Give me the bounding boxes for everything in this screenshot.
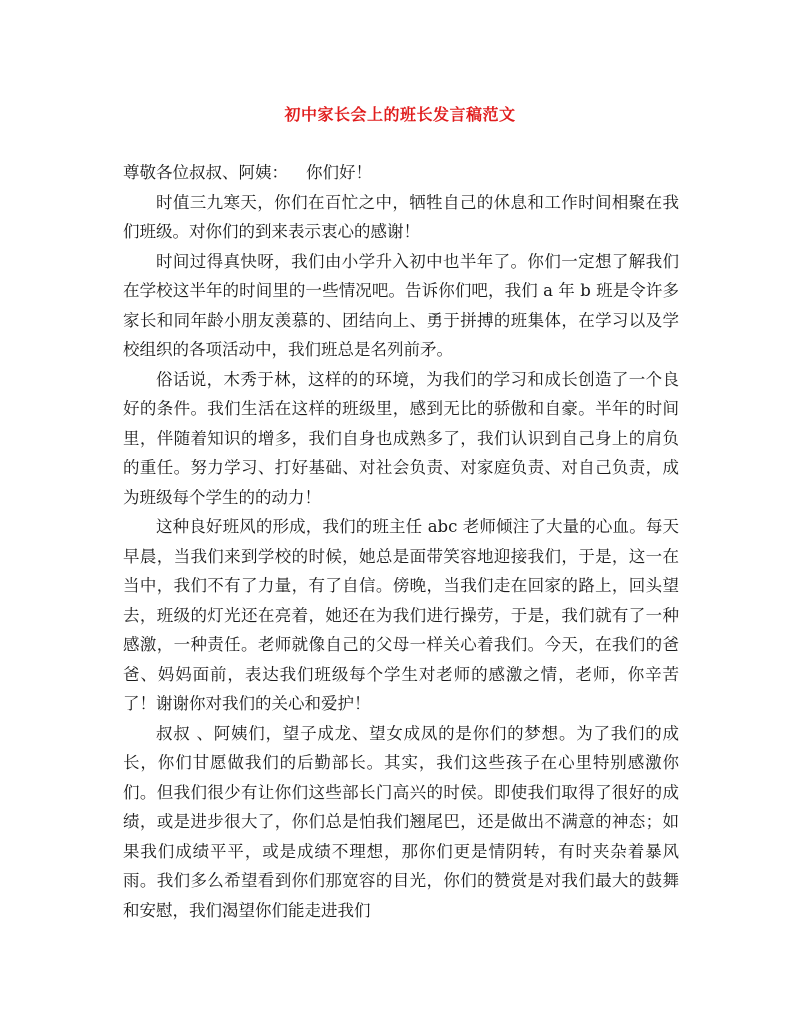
greeting-line bbox=[123, 158, 679, 188]
paragraph-3: 俗话说，木秀于林，这样的的环境，为我们的学习和成长创造了一个良好的条件。我们生活在这样的班级里，感到无比的骄傲和自豪。半年的时间里，伴随着知识的增多，我们自身也成熟多了，我们认识到自己身上的肩负的重任。努力学习、打好基础、对社会负责、对家庭负责、对自己负责，成为班级每个学生的的动力！ bbox=[123, 369, 679, 507]
paragraph-4: 这种良好班风的形成，我们的班主任 abc 老师倾注了大量的心血。每天早晨，当我们来到学校的时候，她总是面带笑容地迎接我们，于是，这一在当中，我们不有了力量，有了自信。傍晚，当我们走在回家的路上，回头望去，班级的灯光还在亮着，她还在为我们进行操劳，于是，我们就有了一种感激，一种责任。老师就像自己的父母一样关心着我们。今天，在我们的爸爸、妈妈面前，表达我们班级每个学生对老师的感激之情，老师，你辛苦了！谢谢你对我们的关心和爱护！ bbox=[123, 517, 679, 713]
document-body bbox=[123, 158, 679, 925]
paragraph-2: 时间过得真快呀，我们由小学升入初中也半年了。你们一定想了解我们在学校这半年的时间里的一些情况吧。告诉你们吧，我们 a 年 b 班是令许多家长和同年龄小朋友羡慕的、团结向上、勇于拼搏的班集体，在学习以及学校组织的各项活动中，我们班总是名列前矛。 bbox=[123, 251, 679, 359]
document-title: 初中家长会上的班长发言稿范文 bbox=[284, 105, 516, 124]
greeting-salutation: 尊敬各位叔叔、阿姨： bbox=[123, 163, 288, 182]
paragraph-5: 叔叔 、阿姨们，望子成龙、望女成凤的是你们的梦想。为了我们的成长，你们甘愿做我们的后勤部长。其实，我们这些孩子在心里特别感激你们。但我们很少有让你们这些部长门高兴的时侯。即使我们取得了很好的成绩，或是进步很大了，你们总是怕我们翘尾巴，还是做出不满意的神态；如果我们成绩平平，或是成绩不理想，那你们更是情阴转，有时夹杂着暴风雨。我们多么希望看到你们那宽容的目光，你们的赞赏是对我们最大的鼓舞和安慰，我们渴望你们能走进我们 bbox=[123, 723, 679, 920]
greeting-hello: 你们好！ bbox=[306, 163, 372, 182]
paragraph-1: 时值三九寒天，你们在百忙之中，牺牲自己的休息和工作时间相聚在我们班级。对你们的到来表示衷心的感谢！ bbox=[123, 192, 679, 241]
